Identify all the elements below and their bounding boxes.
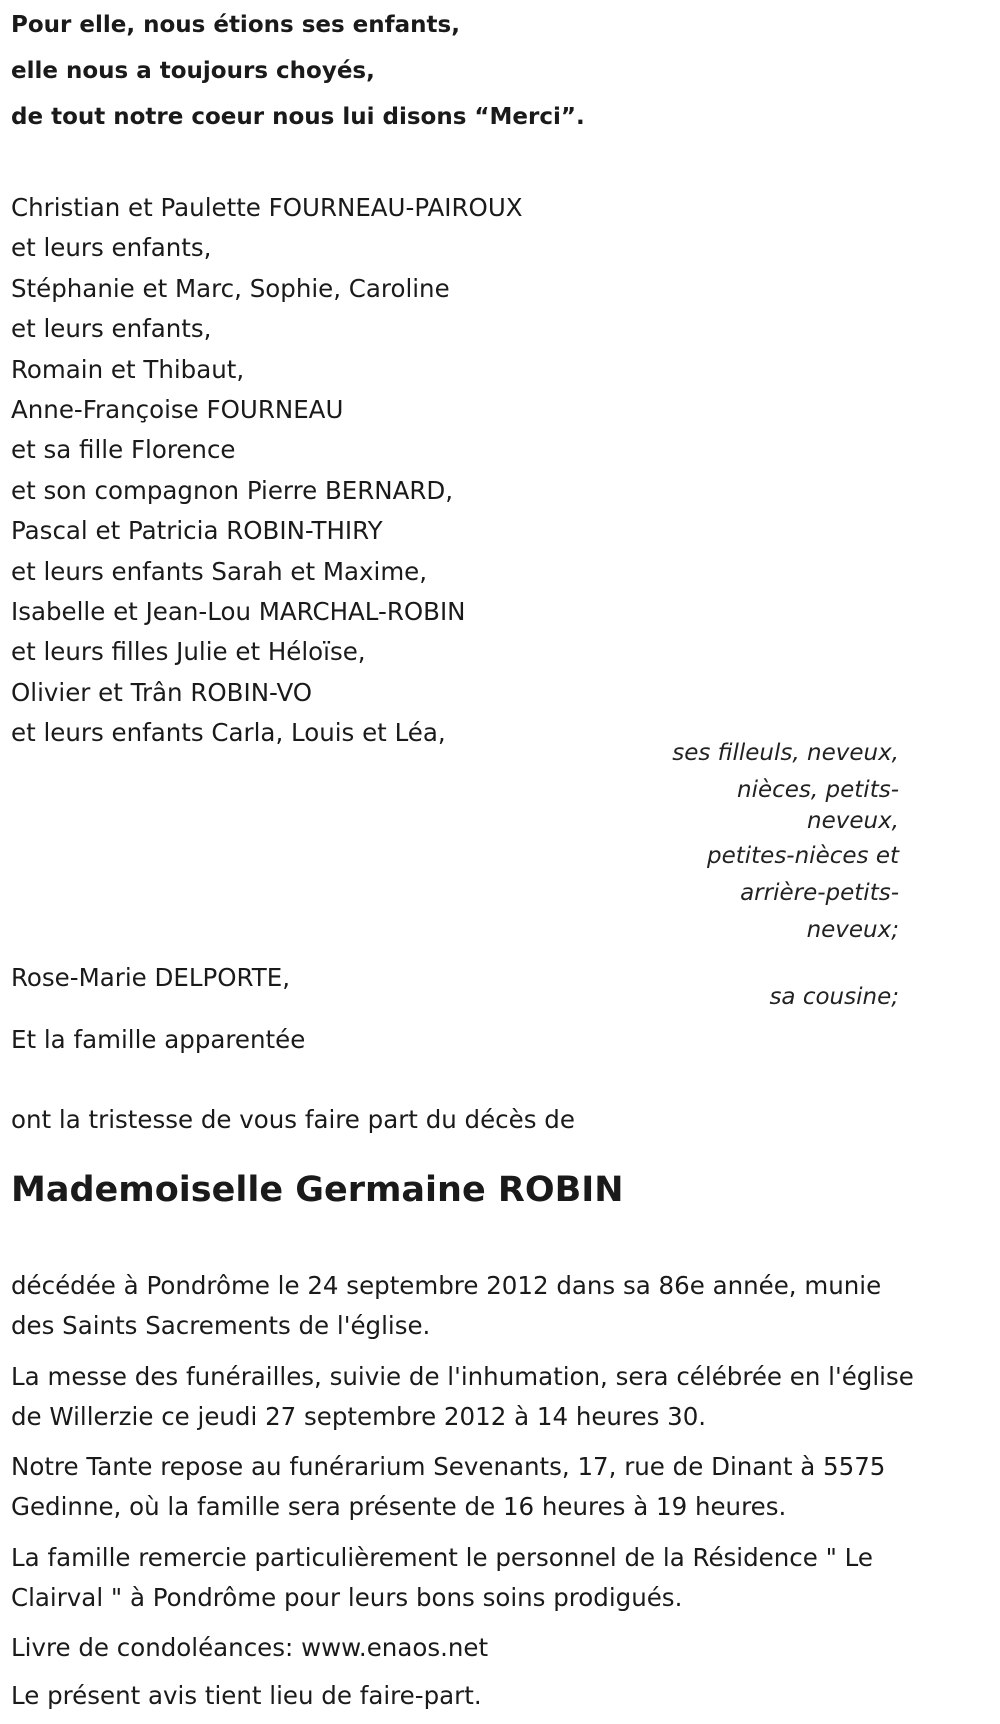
verse-line-2: elle nous a toujours choyés, (11, 58, 375, 84)
family-line: et leurs enfants, (11, 233, 212, 263)
relation-line: neveux, (807, 808, 899, 834)
verse-line-1: Pour elle, nous étions ses enfants, (11, 12, 460, 38)
funerarium-details (11, 1447, 986, 1526)
family-line: Anne-Françoise FOURNEAU (11, 395, 344, 425)
relation-caption-grand-descendants (707, 838, 899, 949)
family-line: Christian et Paulette FOURNEAU-PAIROUX (11, 193, 523, 222)
family-line: Romain et Thibaut, (11, 354, 245, 384)
relation-line: nièces, petits- (737, 777, 899, 803)
verse-line-3: de tout notre coeur nous lui disons “Merci”. (11, 104, 585, 130)
paragraph-line: des Saints Sacrements de l'église. (11, 1310, 431, 1340)
thanks-paragraph (11, 1538, 986, 1617)
paragraph-line: Gedinne, où la famille sera présente de 16 heures à 19 heures. (11, 1491, 787, 1521)
family-line: et sa fille Florence (11, 435, 236, 465)
relation-line: arrière-petits- (740, 880, 899, 906)
family-line: Isabelle et Jean-Lou MARCHAL-ROBIN (11, 597, 466, 627)
paragraph-line: La messe des funérailles, suivie de l'inhumation, sera célébrée en l'église (11, 1362, 914, 1391)
paragraph-line: La famille remercie particulièrement le personnel de la Résidence " Le (11, 1543, 873, 1572)
death-details (11, 1266, 986, 1345)
family-line: et leurs enfants, (11, 314, 212, 344)
paragraph-line: de Willerzie ce jeudi 27 septembre 2012 à 14 heures 30. (11, 1401, 707, 1431)
family-line: et leurs filles Julie et Héloïse, (11, 637, 366, 667)
deceased-name: Mademoiselle Germaine ROBIN (11, 1170, 624, 1210)
paragraph-line: Notre Tante repose au funérarium Sevenants, 17, rue de Dinant à 5575 (11, 1452, 886, 1481)
paragraph-line: Le présent avis tient lieu de faire-part. (11, 1681, 482, 1710)
relation-line: neveux; (806, 917, 899, 943)
paragraph-line: décédée à Pondrôme le 24 septembre 2012 dans sa 86e année, munie (11, 1271, 882, 1300)
relation-line: petites-nièces et (707, 843, 899, 869)
family-line: Olivier et Trân ROBIN-VO (11, 677, 313, 707)
announcement-text: ont la tristesse de vous faire part du décès de (11, 1105, 575, 1134)
family-line: et leurs enfants Sarah et Maxime, (11, 556, 428, 586)
family-line: Pascal et Patricia ROBIN-THIRY (11, 516, 383, 546)
family-line: et son compagnon Pierre BERNARD, (11, 475, 454, 505)
funeral-details (11, 1357, 986, 1436)
paragraph-line: Livre de condoléances: www.enaos.net (11, 1633, 489, 1662)
family-list (11, 188, 523, 754)
cousin-name: Rose-Marie DELPORTE, (11, 963, 291, 992)
family-line: et leurs enfants Carla, Louis et Léa, (11, 718, 446, 748)
relation-line: ses filleuls, neveux, (672, 740, 899, 766)
paragraph-line: Clairval " à Pondrôme pour leurs bons soins prodigués. (11, 1582, 683, 1612)
family-line: Stéphanie et Marc, Sophie, Caroline (11, 273, 450, 303)
relation-caption-cousin: sa cousine; (769, 984, 899, 1010)
condolence-book (11, 1628, 986, 1668)
relation-caption-descendants (672, 735, 899, 833)
closing-note (11, 1676, 986, 1716)
extended-family: Et la famille apparentée (11, 1025, 306, 1054)
